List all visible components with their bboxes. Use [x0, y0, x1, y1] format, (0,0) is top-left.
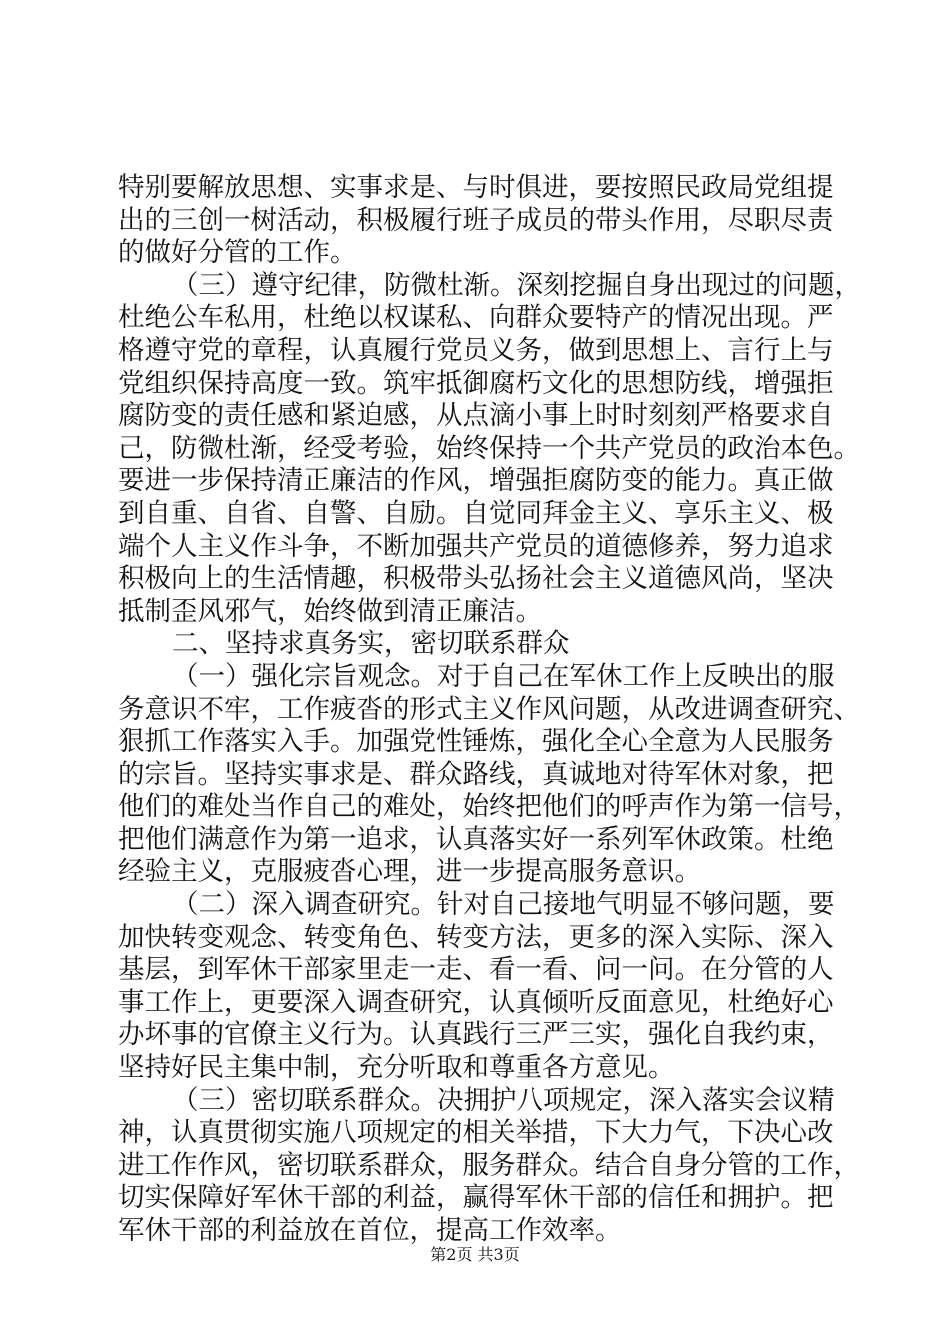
text-line: 他们的难处当作自己的难处，始终把他们的呼声作为第一信号， — [118, 791, 860, 823]
text-line: （二）深入调查研究。针对自己接地气明显不够问题，要 — [172, 889, 835, 921]
text-line: 切实保障好军休干部的利益，赢得军休干部的信任和拥护。把 — [118, 1182, 834, 1214]
text-line: 加快转变观念、转变角色、转变方法，更多的深入实际、深入 — [118, 921, 834, 953]
document-body — [118, 172, 861, 1248]
text-line: 出的三创一树活动，积极履行班子成员的带头作用，尽职尽责 — [118, 204, 834, 236]
text-line: 的宗旨。坚持实事求是、群众路线，真诚地对待军休对象，把 — [118, 758, 834, 790]
text-line: 抵制歪风邪气，始终做到清正廉洁。 — [118, 595, 542, 627]
text-line: 把他们满意作为第一追求，认真落实好一系列军休政策。杜绝 — [118, 823, 834, 855]
text-line: 军休干部的利益放在首位，提高工作效率。 — [118, 1215, 622, 1246]
text-line: 要进一步保持清正廉洁的作风，增强拒腐防变的能力。真正做 — [118, 465, 834, 497]
text-line: 坚持好民主集中制，充分听取和尊重各方意见。 — [118, 1052, 675, 1084]
text-line: （一）强化宗旨观念。对于自己在军休工作上反映出的服 — [172, 660, 835, 692]
text-line: 格遵守党的章程，认真履行党员义务，做到思想上、言行上与 — [118, 334, 834, 366]
text-line: 二、坚持求真务实，密切联系群众 — [172, 628, 570, 660]
text-line: 特别要解放思想、实事求是、与时俱进，要按照民政局党组提 — [118, 172, 834, 203]
page-footer: 第2页 共3页 — [430, 1245, 520, 1264]
text-line: 办坏事的官僚主义行为。认真践行三严三实，强化自我约束， — [118, 1019, 834, 1051]
text-line: 到自重、自省、自警、自励。自觉同拜金主义、享乐主义、极 — [118, 497, 834, 529]
text-line: 己，防微杜渐，经受考验，始终保持一个共产党员的政治本色。 — [118, 432, 860, 464]
text-line: 端个人主义作斗争，不断加强共产党员的道德修养，努力追求 — [118, 530, 834, 562]
text-line: （三）遵守纪律，防微杜渐。深刻挖掘自身出现过的问题， — [172, 269, 861, 301]
text-line: 腐防变的责任感和紧迫感，从点滴小事上时时刻刻严格要求自 — [118, 400, 834, 432]
text-line: （三）密切联系群众。决拥护八项规定，深入落实会议精 — [172, 1084, 835, 1116]
text-line: 狠抓工作落实入手。加强党性锤炼，强化全心全意为人民服务 — [118, 726, 834, 758]
text-line: 杜绝公车私用，杜绝以权谋私、向群众要特产的情况出现。严 — [118, 302, 834, 334]
text-line: 进工作作风，密切联系群众，服务群众。结合自身分管的工作， — [118, 1149, 860, 1181]
text-line: 积极向上的生活情趣，积极带头弘扬社会主义道德风尚，坚决 — [118, 563, 834, 595]
text-line: 务意识不牢，工作疲沓的形式主义作风问题，从改进调查研究、 — [118, 693, 860, 725]
text-line: 的做好分管的工作。 — [118, 237, 357, 269]
text-line: 经验主义，克服疲沓心理，进一步提高服务意识。 — [118, 856, 701, 888]
text-line: 党组织保持高度一致。筑牢抵御腐朽文化的思想防线，增强拒 — [118, 367, 834, 399]
text-line: 事工作上，更要深入调查研究，认真倾听反面意见，杜绝好心 — [118, 986, 834, 1018]
text-line: 基层，到军休干部家里走一走、看一看、问一问。在分管的人 — [118, 954, 834, 986]
text-line: 神，认真贯彻实施八项规定的相关举措，下大力气，下决心改 — [118, 1117, 834, 1149]
